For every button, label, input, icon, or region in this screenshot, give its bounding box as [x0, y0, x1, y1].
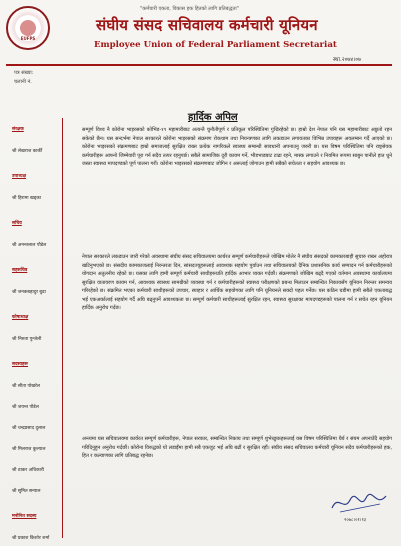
- sidebar-member-name: श्री सीता पोखरेल: [12, 384, 41, 389]
- sidebar-member-name: श्री ठाकर अधिकारी: [12, 468, 44, 473]
- sidebar-member-name: श्री चन्द्रप्रसाद दुलाल: [12, 426, 46, 431]
- sidebar-role: सदस्यहरू: [12, 362, 29, 367]
- sidebar-role: सचिव: [12, 221, 22, 226]
- union-title-nepali: संघीय संसद सचिवालय कर्मचारी यूनियन: [96, 16, 318, 34]
- established-date: स्था.२०७४।०७: [333, 57, 361, 63]
- sidebar-member-name: श्री मिलराज कुल्याल: [12, 447, 46, 452]
- dispatch-number: चलानी नं.: [14, 79, 32, 85]
- sidebar-member-name: श्री निरुता पुन्जेली: [12, 337, 42, 342]
- sidebar-member-name: श्री अनन्तलाल पौडेल: [12, 243, 47, 248]
- sidebar-role: मनोनित सदस्य: [12, 514, 37, 519]
- sidebar-role: संरक्षक: [12, 127, 24, 132]
- union-logo: [6, 6, 50, 50]
- sidebar-role: सहसचिव: [12, 268, 28, 273]
- union-title-english: Employee Union of Federal Parliament Secretariat: [94, 40, 337, 50]
- logo-emblem-icon: [20, 20, 36, 36]
- sidebar-member-name: श्री हिरामा खड्का: [12, 196, 41, 201]
- paragraph-1: सम्पूर्ण विश्व नै कोरोना भाइरसको कोभिड-१९ महामारीबाट अत्यन्तै चुनौतीपूर्ण र प्रतिकूल परिस्थितिमा गुज्रिरहेको छ। हाम्रो देश नेपाल पनि यस महामारीबाट अछुतो रहन सकेको छैन। यस सन्दर्भमा नेपाल सरकारले कोरोना भाइरसको संक्रमण रोकथाम तथा नियन्त्रणका लागि लकडाउन लगायतका विभिन्न उपायहरू अवलम्बन गर्दै आएको छ। कोरोना भाइरसको संक्रमणबाट हाम्रो समाजलाई सुरक्षित राख्न प्रत्येक नागरिकले स्वास्थ्य सम्बन्धी सावधानी अपनाउनु जरुरी छ। यस विषम परिस्थितिमा पनि राष्ट्रसेवक कर्मचारीहरू आफ्नो जिम्मेवारी पूरा गर्न सदैव तत्पर रहनुपर्छ। सबैले सामाजिक दूरी कायम गर्ने, भीडभाडबाट टाढा रहने, मास्क लगाउने र नियमित रूपमा साबुन पानीले हात धुने जस्ता स्वास्थ्य मापदण्डको पूर्ण पालना गरौं। कोरोना भाइरसको संक्रमणबाट जोगिन र अरूलाई जोगाउन हामी सबैको सचेतता र सहयोग आवश्यक छ।: [82, 127, 392, 167]
- sidebar-member-name: श्री सुमित सन्याल: [12, 489, 41, 494]
- header-divider: [6, 64, 392, 66]
- signature-date: २०७८।०१।१३: [344, 518, 367, 523]
- letter-heading: हार्दिक अपिल: [188, 112, 238, 123]
- sidebar-member-name: श्री लेखराज कार्की: [12, 149, 43, 154]
- sidebar-role: उपाध्यक्ष: [12, 174, 27, 179]
- sidebar-member-name: श्री प्रकाश किशोर शर्मा: [12, 536, 50, 541]
- tagline: "कर्मचारी एकता, विकास हक हितको लागि प्रतिबद्धता": [140, 6, 239, 12]
- logo-text: EUFPS: [20, 36, 36, 41]
- committee-sidebar: [6, 118, 63, 541]
- sidebar-role: कोषाध्यक्ष: [12, 315, 29, 320]
- sidebar-member-name: श्री जनकबहादुर बुढा: [12, 290, 46, 295]
- sidebar-member-name: श्री जयन्त पौडेल: [12, 405, 39, 410]
- paragraph-2: नेपाल सरकारले लकडाउन जारी गरेको अवस्थामा संघीय संसद सचिवालयमा कार्यरत सम्पूर्ण कर्मचारीहरूले जोखिम मोलेर नै संघीय संसदको कामकारबाही सुचारु राख्न अहोरात्र खटिनुभएको छ। संसदीय कामकाजलाई निरन्तरता दिन, सांसदज्यूहरूलाई आवश्यक सहयोग पुर्याउन तथा सचिवालयको दैनिक प्रशासनिक कार्य सम्पादन गर्न कर्मचारीहरूको योगदान अतुलनीय रहेको छ। यसका लागि हामी सम्पूर्ण कर्मचारी साथीहरूप्रति हार्दिक आभार व्यक्त गर्दछौं। संक्रमणको जोखिम बढ्दै गएको वर्तमान अवस्थामा कार्यालयमा सुरक्षित वातावरण कायम गर्न, आवश्यक स्वास्थ्य सामग्रीको व्यवस्था गर्न र कर्मचारीहरूको स्वास्थ्य परीक्षणको प्रबन्ध मिलाउन सम्बन्धित निकायसँग यूनियन निरन्तर समन्वय गरिरहेको छ। संक्रमित भएका कर्मचारी साथीहरूको उपचार, स्याहार र आर्थिक सहयोगका लागि पनि यूनियनले सक्दो पहल गर्नेछ। यस कठिन घडीमा हामी सबैले एकताबद्ध भई एकअर्कालाई सहयोग गर्दै अघि बढ्नुपर्ने आवश्यकता छ। सम्पूर्ण कर्मचारी साथीहरूलाई सुरक्षित रहन, स्वास्थ्य सुरक्षाका मापदण्डहरूको पालना गर्न र सचेत रहन यूनियन हार्दिक अनुरोध गर्दछ।: [82, 254, 392, 311]
- reference-number: पत्र संख्या:: [14, 70, 34, 76]
- paragraph-3: अन्त्यमा यस सचिवालयमा कार्यरत सम्पूर्ण कर्मचारीहरू, नेपाल सरकार, सम्बन्धित निकाय तथा सम्पूर्ण शुभेच्छुकहरूलाई यस विषम परिस्थितिमा धैर्य र संयम अपनाउँदै सहयोग गरिदिनुहुन अनुरोध गर्दछौं। कोरोना विरुद्धको यो लडाइँमा हामी सबै एकजुट भई अघि बढौं र सुरक्षित रहौं। संघीय संसद सचिवालय कर्मचारी यूनियन सदैव कर्मचारीहरूको हक, हित र कल्याणका लागि प्रतिबद्ध रहनेछ।: [82, 436, 392, 459]
- handwritten-signature: [330, 490, 390, 516]
